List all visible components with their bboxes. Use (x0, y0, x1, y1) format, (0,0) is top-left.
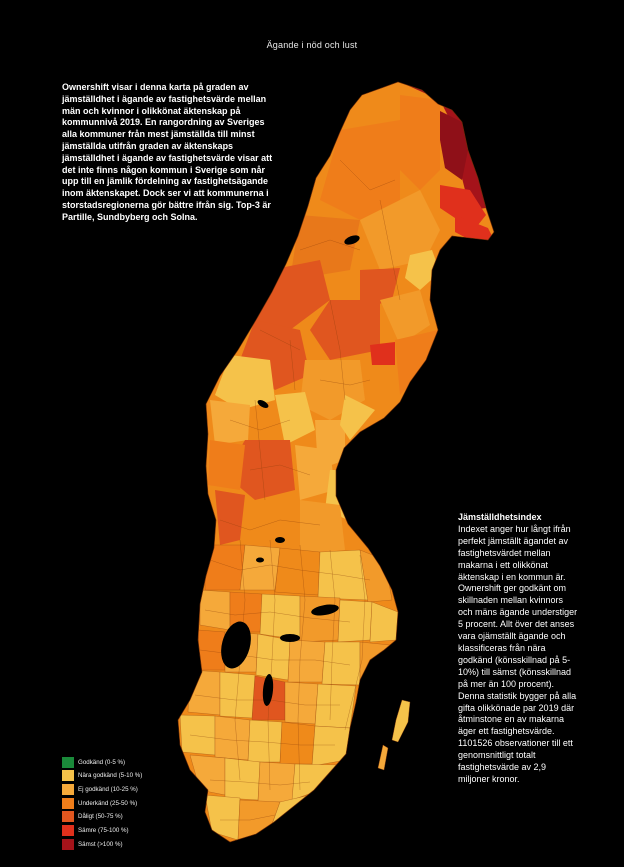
index-title: Jämställdhetsindex (458, 512, 542, 522)
legend-swatch (62, 839, 74, 850)
legend-label: Ej godkänd (10-25 %) (78, 785, 138, 793)
legend-item (62, 783, 182, 795)
legend-item (62, 797, 182, 809)
legend-label: Godkänd (0-5 %) (78, 758, 126, 766)
legend-label: Nära godkänd (5-10 %) (78, 772, 143, 780)
legend-swatch (62, 825, 74, 836)
legend-swatch (62, 757, 74, 768)
intro-text: Ownershift visar i denna karta på graden av jämställdhet i ägande av fastighetsvärde mellan män och kvinnor i olikkönat äktenskap på kommunnivå 2019. En rangordning av Sveriges alla kommuner från mest jämställda till minst jämställda utifrån graden av äktenskaps jämställdhet i ägande av fastighetsvärde visar att det inte finns någon kommun i Sverige som når upp till en jämlik fördelning av fastighetsägande inom äktenskapet. Dock ser vi att kommunerna i storstadsregionerna gör bättre ifrån sig. Top-3 är Partille, Sundbyberg och Solna. (62, 82, 273, 222)
legend-item (62, 838, 182, 850)
legend-item (62, 811, 182, 823)
index-text: Indexet anger hur långt ifrån perfekt jämställt ägandet av fastighetsvärdet mellan makarna i ett olikkönat äktenskap i en kommun är. Ownershift ger godkänt om skillnaden mellan kvinnors och mäns ägande understiger 5 procent. Allt över det anses vara ojämställt ägande och klassificeras från nära godkänd (könsskillnad på 5-10%) till sämst (könsskillnad på mer än 100 procent). Denna statistik bygger på alla gifta olikkönade par 2019 där åtminstone en av makarna äger ett fastighetsvärde. 1101526 observationer till ett genomsnittligt totalt fastighetsvärde av 2,9 miljoner kronor. (458, 523, 578, 784)
legend-item (62, 756, 182, 768)
map-legend (62, 756, 182, 852)
legend-label: Sämst (>100 %) (78, 840, 123, 848)
legend-swatch (62, 798, 74, 809)
legend-item (62, 770, 182, 782)
legend-swatch (62, 770, 74, 781)
legend-swatch (62, 784, 74, 795)
legend-label: Sämre (75-100 %) (78, 826, 129, 834)
page-header: Ägande i nöd och lust (266, 40, 358, 50)
index-explanation (458, 512, 578, 786)
legend-label: Underkänd (25-50 %) (78, 799, 138, 807)
legend-item (62, 824, 182, 836)
legend-label: Dåligt (50-75 %) (78, 813, 123, 821)
legend-swatch (62, 811, 74, 822)
